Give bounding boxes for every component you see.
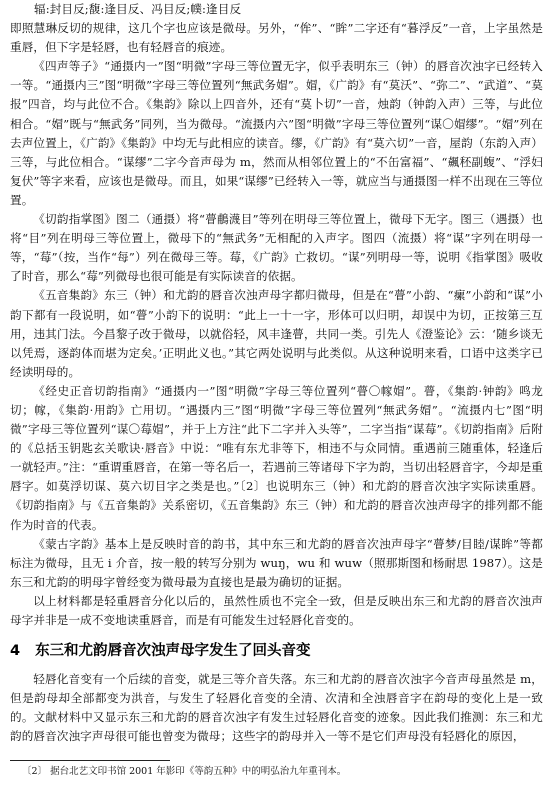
section-heading (10, 640, 543, 662)
paragraph: 《经史正音切韵指南》“通摄内一”图“明微”字母三等位置列“瞢〇幏媢”。瞢，《集韵·钟韵》鸣龙切；幏，《集韵·用韵》亡用切。“遇摄内三”图“明微”字母三等位置列“無武务媢”。“流摄内七”图“明微”字母三等位置列“谋〇莓媢”，并于上方注“此下二字并入头等”，二字当指“谋莓”。《切韵指南》后附的《总括玉钥匙玄关歌诀·唇音》中说：“唯有东尤非等下，相违不与众同情。重遇前三随重体，轻逢后一就轻声。”注：“重谓重唇音，在第一等名后一，若遇前三等诸母下字为韵，当切出轻唇音字，今却是重唇字。如莫浮切谋、莫六切目字之类是也。”〔2〕也说明东三（钟）和尤韵的唇音次浊字实际读重唇。《切韵指南》与《五音集韵》关系密切，《五音集韵》东三（钟）和尤韵的唇音次浊声母字的排列都不能作为时音的代表。 (10, 383, 543, 532)
paragraph-line: 辐:封目反;馥:逢目反、冯目反;幞:逢目反 (34, 2, 242, 16)
footnote: 〔2〕 据台北艺文印书馆 2001 年影印《等韵五种》中的明弘治九年重刊本。 (22, 766, 347, 777)
footnote-divider (10, 760, 170, 761)
paragraph: 《切韵指掌图》图二（通摄）将“瞢鵏瀎目”等列在明母三等位置上，微母下无字。图三（遇摄）也将“目”列在明母三等位置上，微母下的“無武务”无相配的入声字。图四（流摄）将“谋”字列在明母一等，“莓”（按，当作“每”）列在微母三等。莓，《广韵》亡救切。“谋”列明母一等，说明《指掌图》吸收了时音，那么“莓”列微母也很可能是有实际读音的依据。 (10, 212, 543, 284)
paragraph: 《四声等子》“通摄内一”图“明微”字母三等位置无字，似乎表明东三（钟）的唇音次浊字已经转入一等。“通摄内三”图“明微”字母三等位置列“無武务媢”。媢，《广韵》有“莫沃”、“弥二”、“武道”、“莫报”四音，均与此位不合。《集韵》除以上四音外，还有“莫卜切”一音，烛韵（钟韵入声）三等，与此位相合。“媢”既与“無武务”同列，当为微母。“流摄内六”图“明微”字母三等位置列“谋〇媢缪”。“媢”列在去声位置上，《广韵》《集韵》中均无与此相应的读音。缪，《广韵》有“莫六切”一音，屋韵（东韵入声）三等，与此位相合。“谋缪”二字今音声母为 m，然而从相邻位置上的“不缶富福”、“飆秠副蝮”、“浮妇复伏”等字来看，应该也是微母。而且，如果“谋缪”已经转入一等，就应当与通摄图一样不出现在三等位置。 (10, 59, 543, 207)
paragraph: 即照慧琳反切的规律，这几个字也应该是微母。另外，“侔”、“眸”二字还有“暮浮反”一音，上字虽然是重唇，但下字是轻唇，也有轻唇音的痕迹。 (10, 21, 543, 55)
paragraph: 轻唇化音变有一个后续的音变，就是三等介音失落。东三和尤韵的唇音次浊字今音声母虽然是 m，但是韵母却全部都变为洪音，与发生了轻唇化音变的全清、次清和全浊唇音字在韵母的变化上是一致的。文献材料中又显示东三和尤韵的唇音次浊字有发生过轻唇化音变的迹象。因此我们推测：东三和尤韵的唇音次浊字声母很可能也曾变为微母；这些字的韵母并入一等不是它们声母没有轻唇化的原因， (10, 672, 543, 744)
section-number: 4 (10, 643, 21, 660)
paragraph: 《五音集韵》东三（钟）和尤韵的唇音次浊声母字都归微母，但是在“瞢”小韵、“瘰”小韵和“谋”小韵下都有一段说明，如“瞢”小韵下的说明：“此上一十一字，形体可以归明，却误中为切，正按第三互用，违其门法。今昌黎子改于微母，以就俗轻，风丰逢瞢，共同一类。引先人《澄鉴论》云：‘随乡谈无以凭焉，逐韵体而堪为定矣。’正明此义也。”其它两处说明与此类似。从这种说明来看，口语中这类字已经读明母的。 (10, 288, 543, 379)
paragraph: 以上材料都是轻重唇音分化以后的，虽然性质也不完全一致，但是反映出东三和尤韵的唇音次浊声母字并非是一成不变地读重唇音，而是有可能发生过轻唇化音变的。 (10, 593, 543, 627)
section-title: 东三和尤韵唇音次浊声母字发生了回头音变 (35, 643, 311, 660)
paragraph: 《蒙古字韵》基本上是反映时音的韵书，其中东三和尤韵的唇音次浊声母字“瞢梦/目睦/谋眸”等都标注为微母，且无 i 介音，按一般的转写分别为 wuŋ，wu 和 wuw（照那斯图和杨耐思 1987）。这是东三和尤韵的明母字曾经变为微母最为直接也是最为确切的证据。 (10, 536, 543, 589)
